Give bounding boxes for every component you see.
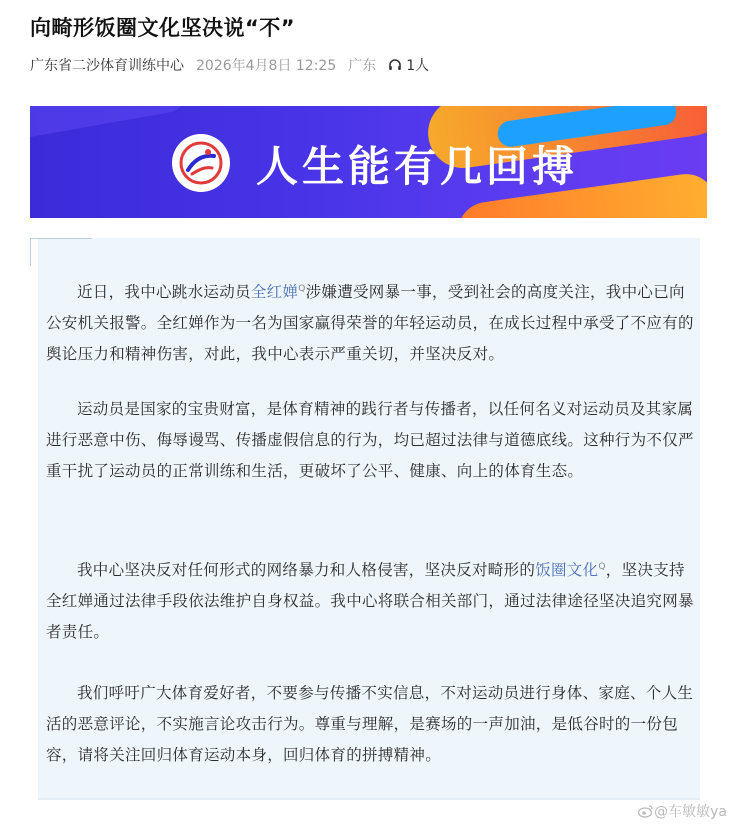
banner-slogan: 人生能有几回搏 — [256, 142, 579, 191]
listen-button[interactable] — [388, 55, 429, 75]
watermark-text: @车敏敏ya — [654, 804, 727, 820]
listener-count: 1人 — [406, 58, 430, 74]
paragraph-text: 涉嫌遭受网暴一事，受到社会的高度关注，我中心已向公安机关报警。全红婵作为一名为国家赢得荣誉的年轻运动员，在成长过程中承受了不应有的舆论压力和精神伤害，对此，我中心表示严重关切，并坚决反对。 — [46, 283, 694, 364]
article-body — [38, 238, 700, 800]
fan-culture-link[interactable]: 饭圈文化 — [535, 561, 599, 580]
paragraph-text: 我中心坚决反对任何形式的网络暴力和人格侵害，坚决反对畸形的 — [77, 561, 536, 580]
weibo-icon — [638, 804, 654, 818]
region-label: 广东 — [348, 58, 377, 74]
paragraph-text: ，坚决支持全红婵通过法律手段依法维护自身权益。我中心将联合相关部门，通过法律途径坚决追究网暴者责任。 — [46, 561, 694, 642]
article-meta — [30, 55, 429, 75]
paragraph-4: 我们呼吁广大体育爱好者，不要参与传播不实信息，不对运动员进行身体、家庭、个人生活的恶意评论，不实施言论攻击行为。尊重与理解，是赛场的一声加油，是低谷时的一份包容，请将关注回归体育运动本身，回归体育的拼搏精神。 — [46, 684, 694, 764]
paragraph-3 — [46, 552, 696, 648]
search-icon[interactable]: Q — [298, 284, 306, 294]
publish-time: 2026年4月8日 12:25 — [196, 58, 337, 74]
source-link[interactable]: 广东省二沙体育训练中心 — [30, 58, 184, 74]
decorative-corner — [30, 238, 92, 266]
headphone-icon — [388, 58, 402, 72]
watermark — [638, 801, 727, 821]
paragraph-text: 近日，我中心跳水运动员 — [77, 283, 251, 302]
athlete-link[interactable]: 全红婵 — [250, 283, 299, 302]
search-icon[interactable]: Q — [598, 562, 606, 572]
sports-logo-icon — [172, 134, 230, 192]
divider — [38, 798, 700, 800]
paragraph-1 — [46, 274, 696, 370]
article-title: 向畸形饭圈文化坚决说“不” — [30, 16, 296, 40]
paragraph-2: 运动员是国家的宝贵财富，是体育精神的践行者与传播者，以任何名义对运动员及其家属进行恶意中伤、侮辱谩骂、传播虚假信息的行为，均已超过法律与道德底线。这种行为不仅严重干扰了运动员的正常训练和生活，更破坏了公平、健康、向上的体育生态。 — [46, 400, 694, 480]
banner-image — [30, 106, 707, 218]
